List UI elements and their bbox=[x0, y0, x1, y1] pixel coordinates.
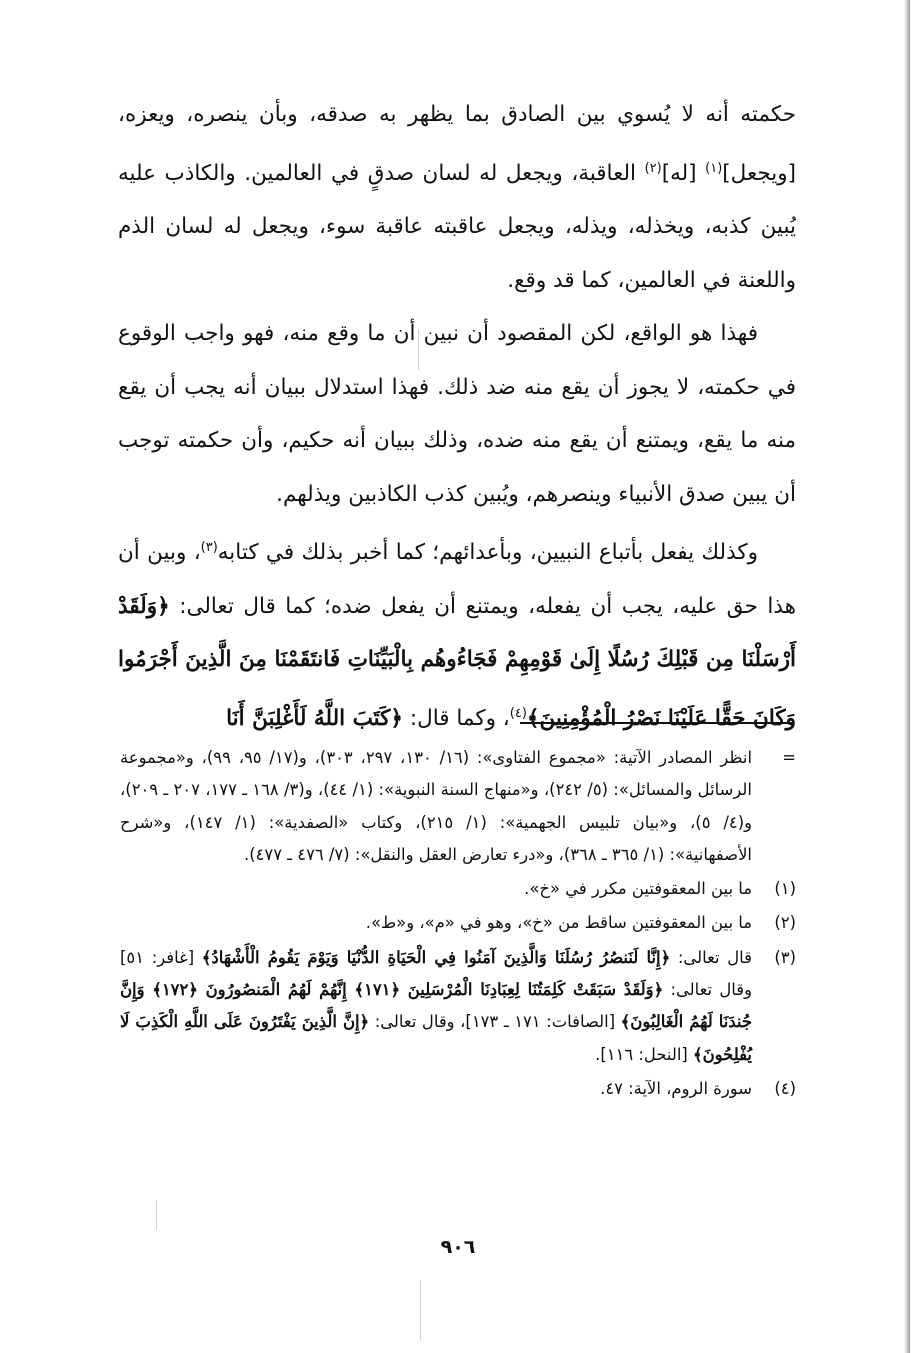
page-number: ٩٠٦ bbox=[440, 1236, 476, 1258]
footnote-2-text: ما بين المعقوفتين ساقط من «خ»، وهو في «م»، و«ط». bbox=[365, 913, 752, 933]
footnote-3-text-d: [النحل: ١١٦]. bbox=[595, 1044, 694, 1064]
footnote-ref-4[interactable]: (٤) bbox=[509, 705, 527, 721]
footnote-continuation-text: انظر المصادر الآتية: «مجموع الفتاوى»: (١٦/ ١٣٠، ٢٩٧، ٣٠٣)، و(١٧/ ٩٥، ٩٩)، و«مجموعة الرسائل والمسائل»: (٥/ ٢٤٢)، و«منهاج السنة النبوية»: (١/ ٤٤)، و(٣/ ١٦٨ ـ ١٧٧، ٢٠٧ ـ ٢٠٩)، و(٤/ ٥)، و«بيان تلبيس الجهمية»: (١/ ٢١٥)، وكتاب «الصفدية»: (١/ ١٤٧)، و«شرح الأصفهانية»: (١/ ٣٦٥ ـ ٣٦٨)، و«درء تعارض العقل والنقل»: (٧/ ٤٧٦ ـ ٤٧٧). bbox=[120, 748, 753, 864]
footnotes bbox=[120, 742, 798, 1107]
footnote-3 bbox=[120, 942, 798, 1071]
footnote-1-marker: (١) bbox=[774, 879, 796, 899]
paragraph-3-text: وكذلك يفعل بأتباع النبيين، وبأعدائهم؛ كما أخبر بذلك في كتابه bbox=[217, 540, 759, 565]
paragraph-2: فهذا هو الواقع، لكن المقصود أن نبين أن ما وقع منه، فهو واجب الوقوع في حكمته، لا يجوز أن يقع منه ضد ذلك. فهذا استدلال ببيان أنه يجب أن يقع منه ما يقع، ويمتنع أن يقع منه ضده، وذلك ببيان أنه حكيم، وأن حكمته توجب أن يبين صدق الأنبياء وينصرهم، ويُبين كذب الكاذبين ويذلهم. bbox=[118, 321, 796, 507]
footnote-4-marker: (٤) bbox=[774, 1078, 796, 1098]
footnote-continuation-marker: = bbox=[782, 748, 796, 767]
quran-verse: ﴿إِنَّا لَنَنصُرُ رُسُلَنَا وَالَّذِينَ آمَنُوا فِي الْحَيَاةِ الدُّنْيَا وَيَوْمَ يَقُومُ الْأَشْهَادُ﴾ bbox=[201, 947, 671, 967]
paragraph-1-text-c: العاقبة، ويجعل له لسان صدقٍ في العالمين. والكاذب عليه يُبين كذبه، ويخذله، ويذله، ويجعل عاقبته عاقبة سوء، ويجعل له لسان الذم واللعنة في العالمين، كما قد وقع. bbox=[118, 160, 796, 293]
quran-verse: ﴿وَلَقَدْ أَرْسَلْنَا مِن قَبْلِكَ رُسُلًا إِلَىٰ قَوْمِهِمْ فَجَاءُوهُم بِالْبَيِّنَاتِ فَانتَقَمْنَا مِنَ الَّذِينَ أَجْرَمُوا وَكَانَ حَقًّا عَلَيْنَا نَصْرُ الْمُؤْمِنِينَ﴾ bbox=[118, 593, 796, 731]
quran-verse: ﴿وَلَقَدْ سَبَقَتْ كَلِمَتُنَا لِعِبَادِنَا الْمُرْسَلِينَ ﴿١٧١﴾ إِنَّهُمْ لَهُمُ الْمَنصُورُونَ ﴿١٧٢﴾ وَإِنَّ جُندَنَا لَهُمُ الْغَالِبُونَ﴾ bbox=[120, 980, 752, 1032]
footnote-3-marker: (٣) bbox=[774, 947, 796, 967]
main-text bbox=[118, 88, 796, 745]
footnote-continuation bbox=[120, 742, 798, 871]
paragraph-1 bbox=[118, 88, 796, 307]
footnote-4-text: سورة الروم، الآية: ٤٧. bbox=[600, 1078, 752, 1098]
paragraph-3-text-b: ، وبين أن هذا حق عليه، يجب أن يفعله، ويمتنع أن يفعل ضده؛ كما قال تعالى: bbox=[118, 540, 796, 619]
footnote-separator bbox=[520, 722, 792, 724]
paragraph-3-text-c: ، وكما قال: bbox=[403, 705, 510, 731]
quran-verse: ﴿إِنَّ الَّذِينَ يَفْتَرُونَ عَلَى اللَّهِ الْكَذِبَ لَا يُفْلِحُونَ﴾ bbox=[120, 1012, 752, 1064]
footnote-3-text-b: [غافر: ٥١] وقال تعالى: bbox=[120, 947, 752, 1000]
footnote-3-text: قال تعالى: bbox=[670, 947, 752, 967]
footnote-ref-3[interactable]: (٣) bbox=[200, 540, 218, 555]
paragraph-3 bbox=[118, 521, 796, 745]
footnote-4 bbox=[120, 1073, 798, 1105]
footnote-1 bbox=[120, 873, 798, 905]
footnote-2 bbox=[120, 907, 798, 939]
footnote-ref-2[interactable]: (٢) bbox=[644, 160, 662, 176]
footnote-ref-1[interactable]: (١) bbox=[705, 160, 723, 176]
scan-speck bbox=[156, 1200, 157, 1230]
scan-edge-shadow bbox=[904, 0, 910, 1353]
footnote-3-text-c: [الصافات: ١٧١ ـ ١٧٣]، وقال تعالى: bbox=[369, 1012, 621, 1032]
footnote-2-marker: (٢) bbox=[774, 913, 796, 933]
paragraph-1-text: حكمته أنه لا يُسوي بين الصادق بما يظهر به صدقه، وبأن ينصره، ويعزه، [ويجعل] bbox=[118, 102, 796, 186]
quran-verse: ﴿كَتَبَ اللَّهُ لَأَغْلِبَنَّ أَنَا bbox=[226, 705, 404, 731]
footnote-1-text: ما بين المعقوفتين مكرر في «خ». bbox=[524, 879, 752, 899]
paragraph-1-text-b: [له] bbox=[661, 160, 706, 186]
scan-speck bbox=[420, 1280, 421, 1340]
